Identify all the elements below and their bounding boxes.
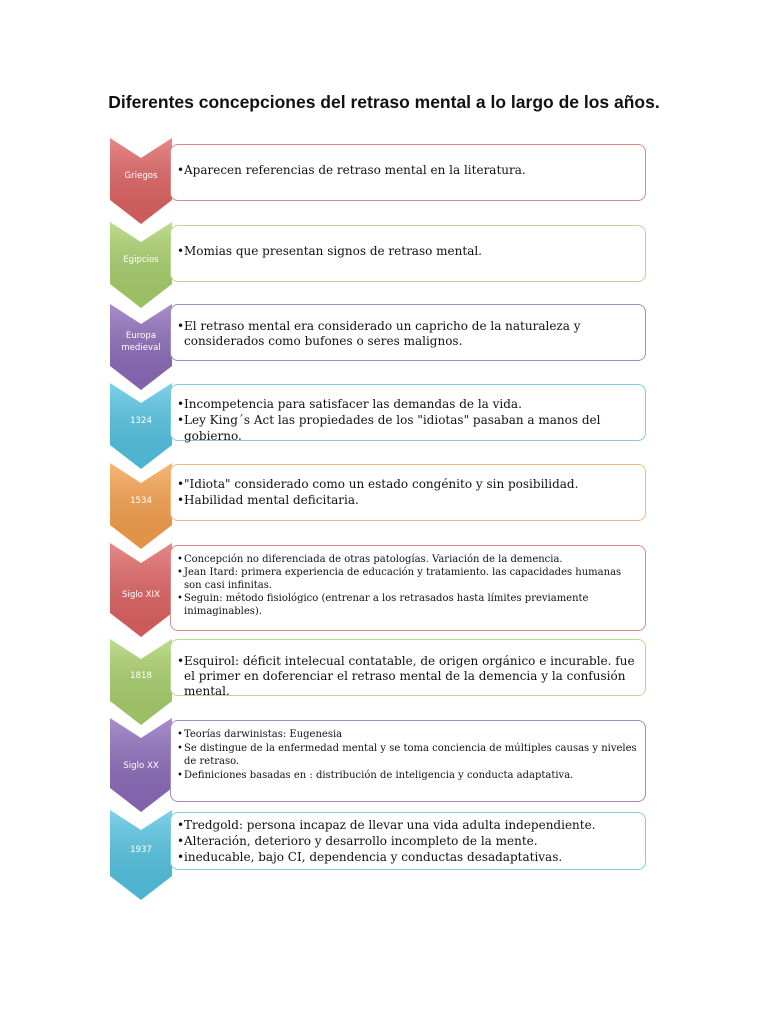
description-list: [177, 163, 639, 178]
description-box: [170, 144, 646, 201]
period-label: 1818: [130, 671, 152, 681]
list-item: • Teorías darwinistas: Eugenesia: [177, 728, 639, 742]
chevron-shape: [110, 639, 172, 725]
period-label: Siglo XX: [123, 761, 159, 771]
description-box: [170, 384, 646, 441]
description-box: [170, 720, 646, 802]
description-list: [177, 553, 639, 618]
timeline-row: [110, 222, 650, 308]
description-list: [177, 319, 639, 349]
list-item: • Alteración, deterioro y desarrollo incompleto de la mente.: [177, 833, 639, 849]
period-label: 1937: [130, 845, 152, 855]
timeline-row: [110, 639, 650, 725]
list-item: • Momias que presentan signos de retraso mental.: [177, 244, 639, 259]
description-list: [177, 817, 639, 865]
description-box: [170, 639, 646, 696]
timeline-row: [110, 383, 650, 469]
description-box: [170, 304, 646, 361]
period-label: Europa medieval: [121, 331, 161, 353]
list-item: • Ley King´s Act las propiedades de los "idiotas" pasaban a manos del gobierno.: [177, 412, 639, 444]
description-list: [177, 728, 639, 782]
timeline-row: [110, 543, 650, 637]
list-item: • Esquirol: déficit intelecual contatable, de origen orgánico e incurable. fue el primer en doferenciar el retraso mental de la demencia y la confusión mental.: [177, 654, 639, 699]
description-list: [177, 654, 639, 699]
period-label: 1324: [130, 416, 152, 426]
list-item: • Seguin: método fisiológico (entrenar a los retrasados hasta límites previamente inimaginables).: [177, 592, 639, 618]
list-item: • Jean Itard: primera experiencia de educación y tratamiento. las capacidades humanas son casi infinitas.: [177, 566, 639, 592]
page-title: Diferentes concepciones del retraso mental a lo largo de los años.: [108, 92, 660, 112]
list-item: • Definiciones basadas en : distribución de inteligencia y conducta adaptativa.: [177, 769, 639, 783]
list-item: • Tredgold: persona incapaz de llevar una vida adulta independiente.: [177, 817, 639, 833]
period-label: 1534: [130, 496, 152, 506]
timeline-row: [110, 304, 650, 390]
list-item: • Incompetencia para satisfacer las demandas de la vida.: [177, 396, 639, 412]
description-list: [177, 396, 639, 444]
list-item: • "Idiota" considerado como un estado congénito y sin posibilidad.: [177, 476, 639, 492]
description-list: [177, 244, 639, 259]
timeline-row: [110, 138, 650, 224]
period-label: Griegos: [124, 171, 158, 181]
period-label: Siglo XIX: [122, 590, 160, 600]
description-list: [177, 476, 639, 508]
list-item: • Habilidad mental deficitaria.: [177, 492, 639, 508]
timeline-row: [110, 810, 650, 900]
timeline-row: [110, 463, 650, 549]
description-box: [170, 464, 646, 521]
list-item: • El retraso mental era considerado un capricho de la naturaleza y considerados como bufones o seres malignos.: [177, 319, 639, 349]
list-item: • Concepción no diferenciada de otras patologías. Variación de la demencia.: [177, 553, 639, 566]
description-box: [170, 812, 646, 870]
list-item: • Aparecen referencias de retraso mental en la literatura.: [177, 163, 639, 178]
description-box: [170, 225, 646, 282]
list-item: • Se distingue de la enfermedad mental y se toma conciencia de múltiples causas y niveles de retraso.: [177, 742, 639, 769]
description-box: [170, 545, 646, 631]
period-label: Egipcios: [123, 255, 159, 265]
list-item: • ineducable, bajo CI, dependencia y conductas desadaptativas.: [177, 849, 639, 865]
timeline-row: [110, 718, 650, 812]
